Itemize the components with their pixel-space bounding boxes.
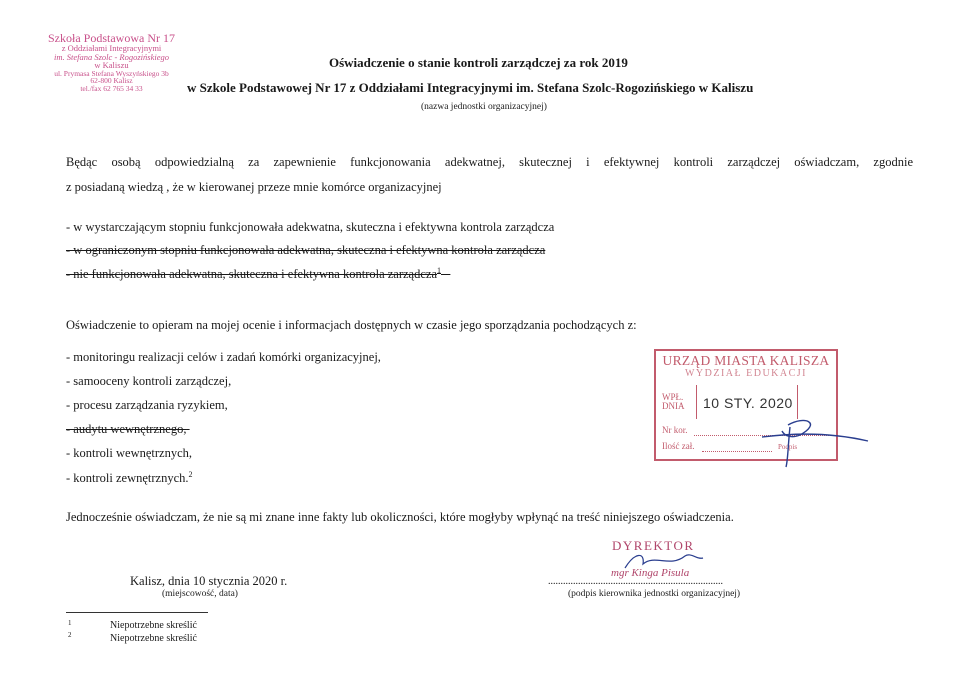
- footnote-separator: [66, 612, 208, 613]
- school-stamp-line: ul. Prymasa Stefana Wyszyńskiego 3b: [54, 68, 169, 78]
- option-text: - w ograniczonym stopniu funkcjonowała adekwatna, skuteczna i efektywna kontrola zarządcza: [66, 243, 546, 257]
- signature-caption: (podpis kierownika jednostki organizacyjnej): [568, 589, 741, 599]
- option-text: - nie funkcjonowała adekwatna, skuteczna i efektywna kontrola zarządcza: [66, 267, 437, 282]
- director-name: mgr Kinga Pisula: [611, 567, 690, 579]
- school-stamp-line: im. Stefana Szolc - Rogozińskiego: [54, 51, 169, 62]
- school-stamp: [24, 32, 199, 92]
- footnote-number: 2: [68, 631, 72, 639]
- option-sufficient: [66, 220, 554, 235]
- unit-name: w Szkole Podstawowej Nr 17 z Oddziałami Integracyjnymi im. Stefana Szolc-Rogozińskiego w Kaliszu: [187, 80, 754, 95]
- stamp-wpl: WPŁ.: [662, 392, 684, 402]
- source-text: - monitoringu realizacji celów i zadań komórki organizacyjnej,: [66, 350, 381, 364]
- source-text: - samooceny kontroli zarządczej,: [66, 374, 232, 388]
- place-date-caption: (miejscowość, data): [162, 589, 238, 599]
- school-stamp-line: Szkoła Podstawowa Nr 17: [48, 31, 175, 45]
- footnote-number: 1: [68, 619, 72, 627]
- source-text: - audytu wewnętrznego,: [66, 422, 187, 436]
- option-none-struck: [66, 266, 450, 282]
- director-role: DYREKTOR: [612, 538, 695, 553]
- footnote-ref: 2: [188, 470, 193, 479]
- stamp-department: WYDZIAŁ EDUKACJI: [684, 368, 808, 379]
- stamp-dnia: DNIA: [662, 401, 685, 412]
- source-text: - kontroli wewnętrznych,: [66, 446, 193, 460]
- source-item-struck: [66, 422, 190, 437]
- signature-scribble-icon: [760, 405, 875, 470]
- school-stamp-line: tel./fax 62 765 34 33: [80, 83, 143, 93]
- stamp-podpis-label: Podpis: [778, 443, 798, 451]
- basis-intro: Oświadczenie to opieram na mojej ocenie i informacjach dostępnych w czasie jego sporządzania pochodzących z:: [66, 318, 637, 332]
- stamp-header: URZĄD MIASTA KALISZA: [662, 353, 830, 368]
- source-text: - procesu zarządzania ryzykiem,: [66, 398, 228, 412]
- document-title: Oświadczenie o stanie kontroli zarządczej za rok 2019: [329, 55, 628, 70]
- footnote-text: Niepotrzebne skreślić: [110, 633, 197, 644]
- option-text: - w wystarczającym stopniu funkcjonowała adekwatna, skuteczna i efektywna kontrola zarządcza: [66, 220, 555, 234]
- source-text: - kontroli zewnętrznych.: [66, 471, 189, 486]
- source-item: [66, 446, 192, 461]
- source-item: [66, 350, 381, 365]
- place-date: Kalisz, dnia 10 stycznia 2020 r.: [130, 574, 288, 588]
- stamp-nr-label: Nr kor.: [662, 425, 688, 435]
- school-stamp-line: w Kaliszu: [94, 60, 129, 70]
- intro-line-1: Będąc osobą odpowiedzialną za zapewnienie funkcjonowania adekwatnej, skutecznej i efektywnej kontroli zarządczej oświadczam, zgodnie: [66, 155, 913, 169]
- source-item: [66, 374, 231, 389]
- stamp-ilosc-label: Ilość zał.: [662, 441, 695, 451]
- school-stamp-line: z Oddziałami Integracyjnymi: [61, 43, 162, 53]
- intro-line-2: z posiadaną wiedzą , że w kierowanej przeze mnie komórce organizacyjnej: [66, 180, 442, 194]
- footnote-ref: 1: [437, 266, 441, 275]
- stamp-wpl-label: [662, 393, 685, 412]
- source-item: [66, 398, 228, 413]
- closing-statement: Jednocześnie oświadczam, że nie są mi znane inne fakty lub okoliczności, które mogłyby wpłynąć na treść niniejszego oświadczenia.: [66, 510, 734, 524]
- signature-dotted-line: ......................................................................: [548, 576, 723, 587]
- footnote-text: Niepotrzebne skreślić: [110, 620, 197, 631]
- unit-caption: (nazwa jednostki organizacyjnej): [421, 102, 547, 112]
- option-limited-struck: [66, 243, 545, 258]
- stamp-date: 10 STY. 2020: [703, 395, 793, 411]
- source-item: [66, 470, 193, 486]
- school-stamp-line: 62-800 Kalisz: [90, 76, 133, 85]
